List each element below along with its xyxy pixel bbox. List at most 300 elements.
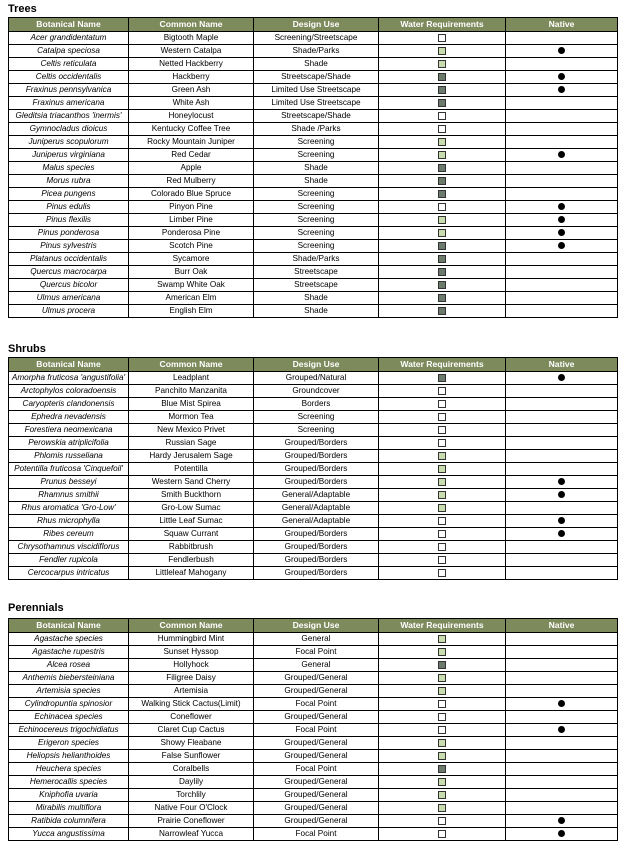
botanical-name-cell: Ribes cereum	[9, 528, 129, 541]
native-cell	[506, 450, 618, 463]
water-requirement-cell	[379, 84, 506, 97]
water-level-swatch-moderate	[438, 452, 446, 460]
common-name-cell: Red Mulberry	[129, 175, 254, 188]
native-cell	[506, 58, 618, 71]
common-name-cell: Honeylocust	[129, 110, 254, 123]
water-level-swatch-moderate	[438, 491, 446, 499]
design-use-cell: Grouped/General	[254, 711, 379, 724]
water-requirement-cell	[379, 776, 506, 789]
table-row	[9, 737, 618, 750]
water-level-swatch-moderate	[438, 752, 446, 760]
water-level-swatch-low	[438, 543, 446, 551]
botanical-name-cell: Pinus sylvestris	[9, 240, 129, 253]
botanical-name-cell: Rhus microphylla	[9, 515, 129, 528]
water-level-swatch-high	[438, 281, 446, 289]
native-dot-icon	[558, 700, 565, 707]
native-cell	[506, 685, 618, 698]
botanical-name-cell: Heliopsis helianthoides	[9, 750, 129, 763]
common-name-cell: Red Cedar	[129, 149, 254, 162]
common-name-cell: Coralbells	[129, 763, 254, 776]
botanical-name-cell: Celtis reticulata	[9, 58, 129, 71]
common-name-cell: Little Leaf Sumac	[129, 515, 254, 528]
native-cell	[506, 776, 618, 789]
table-row	[9, 659, 618, 672]
native-cell	[506, 123, 618, 136]
design-use-cell: Grouped/Borders	[254, 541, 379, 554]
water-requirement-cell	[379, 450, 506, 463]
common-name-cell: Pinyon Pine	[129, 201, 254, 214]
header-water-requirements: Water Requirements	[379, 18, 506, 32]
native-cell	[506, 659, 618, 672]
table-row	[9, 97, 618, 110]
water-level-swatch-high	[438, 177, 446, 185]
water-requirement-cell	[379, 763, 506, 776]
water-requirement-cell	[379, 463, 506, 476]
common-name-cell: Squaw Currant	[129, 528, 254, 541]
native-dot-icon	[558, 726, 565, 733]
table-row	[9, 372, 618, 385]
section-title-trees: Trees	[8, 3, 37, 15]
table-row	[9, 711, 618, 724]
common-name-cell: English Elm	[129, 305, 254, 318]
water-requirement-cell	[379, 214, 506, 227]
water-requirement-cell	[379, 750, 506, 763]
native-cell	[506, 554, 618, 567]
water-level-swatch-moderate	[438, 674, 446, 682]
design-use-cell: Streetscape	[254, 266, 379, 279]
table-row	[9, 292, 618, 305]
water-requirement-cell	[379, 554, 506, 567]
table-row	[9, 463, 618, 476]
table-row	[9, 136, 618, 149]
native-dot-icon	[558, 73, 565, 80]
botanical-name-cell: Anthemis biebersteiniana	[9, 672, 129, 685]
design-use-cell: Grouped/Borders	[254, 463, 379, 476]
botanical-name-cell: Malus species	[9, 162, 129, 175]
botanical-name-cell: Quercus macrocarpa	[9, 266, 129, 279]
design-use-cell: Shade	[254, 292, 379, 305]
water-requirement-cell	[379, 266, 506, 279]
common-name-cell: Burr Oak	[129, 266, 254, 279]
native-cell	[506, 84, 618, 97]
water-requirement-cell	[379, 476, 506, 489]
water-requirement-cell	[379, 828, 506, 841]
botanical-name-cell: Potentilla fruticosa 'Cinquefoil'	[9, 463, 129, 476]
common-name-cell: Kentucky Coffee Tree	[129, 123, 254, 136]
water-requirement-cell	[379, 411, 506, 424]
native-cell	[506, 136, 618, 149]
water-requirement-cell	[379, 789, 506, 802]
common-name-cell: Filigree Daisy	[129, 672, 254, 685]
water-requirement-cell	[379, 424, 506, 437]
native-cell	[506, 763, 618, 776]
water-requirement-cell	[379, 398, 506, 411]
common-name-cell: Sycamore	[129, 253, 254, 266]
common-name-cell: False Sunflower	[129, 750, 254, 763]
native-cell	[506, 424, 618, 437]
water-level-swatch-low	[438, 817, 446, 825]
botanical-name-cell: Ulmus procera	[9, 305, 129, 318]
table-row	[9, 398, 618, 411]
design-use-cell: Grouped/Borders	[254, 528, 379, 541]
water-level-swatch-low	[438, 726, 446, 734]
botanical-name-cell: Pinus flexilis	[9, 214, 129, 227]
design-use-cell: Screening	[254, 227, 379, 240]
botanical-name-cell: Ulmus americana	[9, 292, 129, 305]
design-use-cell: Grouped/Natural	[254, 372, 379, 385]
water-requirement-cell	[379, 149, 506, 162]
water-requirement-cell	[379, 227, 506, 240]
common-name-cell: Native Four O'Clock	[129, 802, 254, 815]
common-name-cell: Gro-Low Sumac	[129, 502, 254, 515]
shrubs-table	[8, 357, 618, 580]
native-cell	[506, 162, 618, 175]
water-level-swatch-low	[438, 700, 446, 708]
water-level-swatch-high	[438, 99, 446, 107]
section-title-shrubs: Shrubs	[8, 343, 46, 355]
common-name-cell: Panchito Manzanita	[129, 385, 254, 398]
botanical-name-cell: Yucca angustissima	[9, 828, 129, 841]
table-row	[9, 437, 618, 450]
water-requirement-cell	[379, 188, 506, 201]
native-cell	[506, 372, 618, 385]
common-name-cell: Blue Mist Spirea	[129, 398, 254, 411]
section-title-perennials: Perennials	[8, 602, 64, 614]
design-use-cell: Screening	[254, 411, 379, 424]
native-cell	[506, 672, 618, 685]
water-requirement-cell	[379, 175, 506, 188]
water-level-swatch-moderate	[438, 687, 446, 695]
water-level-swatch-moderate	[438, 648, 446, 656]
common-name-cell: Potentilla	[129, 463, 254, 476]
common-name-cell: Fendlerbush	[129, 554, 254, 567]
botanical-name-cell: Celtis occidentalis	[9, 71, 129, 84]
native-dot-icon	[558, 817, 565, 824]
table-row	[9, 750, 618, 763]
water-level-swatch-high	[438, 661, 446, 669]
native-cell	[506, 698, 618, 711]
native-cell	[506, 828, 618, 841]
table-row	[9, 32, 618, 45]
water-requirement-cell	[379, 71, 506, 84]
common-name-cell: Torchlily	[129, 789, 254, 802]
design-use-cell: Focal Point	[254, 763, 379, 776]
native-cell	[506, 398, 618, 411]
native-dot-icon	[558, 216, 565, 223]
botanical-name-cell: Heuchera species	[9, 763, 129, 776]
botanical-name-cell: Arctophylos coloradoensis	[9, 385, 129, 398]
table-row	[9, 253, 618, 266]
design-use-cell: Focal Point	[254, 724, 379, 737]
botanical-name-cell: Prunus besseyi	[9, 476, 129, 489]
water-requirement-cell	[379, 136, 506, 149]
water-requirement-cell	[379, 541, 506, 554]
water-requirement-cell	[379, 502, 506, 515]
water-level-swatch-low	[438, 387, 446, 395]
native-cell	[506, 201, 618, 214]
water-requirement-cell	[379, 737, 506, 750]
water-level-swatch-high	[438, 73, 446, 81]
table-row	[9, 279, 618, 292]
water-level-swatch-high	[438, 242, 446, 250]
table-row	[9, 789, 618, 802]
design-use-cell: Focal Point	[254, 646, 379, 659]
water-requirement-cell	[379, 711, 506, 724]
water-requirement-cell	[379, 97, 506, 110]
water-requirement-cell	[379, 802, 506, 815]
water-requirement-cell	[379, 515, 506, 528]
water-level-swatch-low	[438, 530, 446, 538]
native-cell	[506, 292, 618, 305]
design-use-cell: Screening	[254, 424, 379, 437]
native-cell	[506, 214, 618, 227]
botanical-name-cell: Kniphofia uvaria	[9, 789, 129, 802]
native-cell	[506, 32, 618, 45]
header-water-requirements: Water Requirements	[379, 358, 506, 372]
design-use-cell: Screening	[254, 136, 379, 149]
botanical-name-cell: Fendler rupicola	[9, 554, 129, 567]
water-level-swatch-low	[438, 556, 446, 564]
water-requirement-cell	[379, 815, 506, 828]
native-cell	[506, 802, 618, 815]
header-row	[9, 358, 618, 372]
design-use-cell: Groundcover	[254, 385, 379, 398]
common-name-cell: Green Ash	[129, 84, 254, 97]
common-name-cell: Hardy Jerusalem Sage	[129, 450, 254, 463]
table-row	[9, 58, 618, 71]
design-use-cell: Streetscape	[254, 279, 379, 292]
common-name-cell: Daylily	[129, 776, 254, 789]
design-use-cell: General	[254, 659, 379, 672]
design-use-cell: Shade	[254, 175, 379, 188]
native-cell	[506, 45, 618, 58]
table-row	[9, 45, 618, 58]
water-requirement-cell	[379, 58, 506, 71]
table-row	[9, 227, 618, 240]
botanical-name-cell: Agastache species	[9, 633, 129, 646]
water-level-swatch-moderate	[438, 47, 446, 55]
native-cell	[506, 411, 618, 424]
header-design-use: Design Use	[254, 619, 379, 633]
design-use-cell: Screening	[254, 240, 379, 253]
table-row	[9, 214, 618, 227]
water-level-swatch-moderate	[438, 504, 446, 512]
water-level-swatch-high	[438, 268, 446, 276]
table-row	[9, 763, 618, 776]
native-cell	[506, 305, 618, 318]
botanical-name-cell: Gymnocladus dioicus	[9, 123, 129, 136]
common-name-cell: American Elm	[129, 292, 254, 305]
water-level-swatch-low	[438, 413, 446, 421]
botanical-name-cell: Rhus aromatica 'Gro-Low'	[9, 502, 129, 515]
botanical-name-cell: Ephedra nevadensis	[9, 411, 129, 424]
water-requirement-cell	[379, 305, 506, 318]
botanical-name-cell: Morus rubra	[9, 175, 129, 188]
common-name-cell: Leadplant	[129, 372, 254, 385]
water-requirement-cell	[379, 489, 506, 502]
table-row	[9, 71, 618, 84]
header-design-use: Design Use	[254, 18, 379, 32]
table-row	[9, 489, 618, 502]
table-row	[9, 188, 618, 201]
botanical-name-cell: Pinus ponderosa	[9, 227, 129, 240]
table-row	[9, 554, 618, 567]
design-use-cell: General/Adaptable	[254, 515, 379, 528]
botanical-name-cell: Agastache rupestris	[9, 646, 129, 659]
common-name-cell: Colorado Blue Spruce	[129, 188, 254, 201]
design-use-cell: Screening	[254, 188, 379, 201]
native-dot-icon	[558, 491, 565, 498]
table-row	[9, 541, 618, 554]
water-level-swatch-moderate	[438, 229, 446, 237]
design-use-cell: Grouped/General	[254, 789, 379, 802]
header-native: Native	[506, 358, 618, 372]
common-name-cell: Netted Hackberry	[129, 58, 254, 71]
water-requirement-cell	[379, 567, 506, 580]
common-name-cell: Prairie Coneflower	[129, 815, 254, 828]
water-level-swatch-moderate	[438, 151, 446, 159]
table-row	[9, 698, 618, 711]
water-level-swatch-low	[438, 203, 446, 211]
common-name-cell: Sunset Hyssop	[129, 646, 254, 659]
botanical-name-cell: Cylindropuntia spinosior	[9, 698, 129, 711]
table-row	[9, 123, 618, 136]
design-use-cell: Screening	[254, 201, 379, 214]
native-dot-icon	[558, 47, 565, 54]
native-cell	[506, 789, 618, 802]
water-requirement-cell	[379, 253, 506, 266]
table-row	[9, 476, 618, 489]
design-use-cell: Grouped/Borders	[254, 450, 379, 463]
water-level-swatch-low	[438, 426, 446, 434]
table-row	[9, 110, 618, 123]
native-cell	[506, 240, 618, 253]
design-use-cell: Grouped/General	[254, 685, 379, 698]
botanical-name-cell: Acer grandidentatum	[9, 32, 129, 45]
native-cell	[506, 175, 618, 188]
water-level-swatch-moderate	[438, 478, 446, 486]
table-row	[9, 201, 618, 214]
water-requirement-cell	[379, 110, 506, 123]
design-use-cell: Streetscape/Shade	[254, 71, 379, 84]
botanical-name-cell: Perowskia atriplicifolia	[9, 437, 129, 450]
water-level-swatch-moderate	[438, 778, 446, 786]
common-name-cell: Russian Sage	[129, 437, 254, 450]
water-level-swatch-low	[438, 517, 446, 525]
botanical-name-cell: Gleditsia triacanthos 'inermis'	[9, 110, 129, 123]
water-requirement-cell	[379, 685, 506, 698]
botanical-name-cell: Amorpha fruticosa 'angustifolia'	[9, 372, 129, 385]
water-requirement-cell	[379, 646, 506, 659]
design-use-cell: Grouped/General	[254, 672, 379, 685]
design-use-cell: Limited Use Streetscape	[254, 84, 379, 97]
native-cell	[506, 188, 618, 201]
native-cell	[506, 97, 618, 110]
native-dot-icon	[558, 830, 565, 837]
water-level-swatch-high	[438, 307, 446, 315]
water-requirement-cell	[379, 201, 506, 214]
water-level-swatch-high	[438, 190, 446, 198]
common-name-cell: Mormon Tea	[129, 411, 254, 424]
header-row	[9, 619, 618, 633]
water-requirement-cell	[379, 437, 506, 450]
common-name-cell: Bigtooth Maple	[129, 32, 254, 45]
table-row	[9, 385, 618, 398]
native-cell	[506, 463, 618, 476]
design-use-cell: Grouped/General	[254, 750, 379, 763]
native-cell	[506, 279, 618, 292]
water-level-swatch-low	[438, 439, 446, 447]
water-level-swatch-high	[438, 294, 446, 302]
common-name-cell: Showy Fleabane	[129, 737, 254, 750]
water-level-swatch-high	[438, 765, 446, 773]
native-cell	[506, 502, 618, 515]
common-name-cell: White Ash	[129, 97, 254, 110]
common-name-cell: Claret Cup Cactus	[129, 724, 254, 737]
botanical-name-cell: Forestiera neomexicana	[9, 424, 129, 437]
table-row	[9, 424, 618, 437]
water-level-swatch-moderate	[438, 804, 446, 812]
native-cell	[506, 815, 618, 828]
water-requirement-cell	[379, 292, 506, 305]
native-cell	[506, 110, 618, 123]
water-requirement-cell	[379, 724, 506, 737]
botanical-name-cell: Juniperus scopulorum	[9, 136, 129, 149]
header-common-name: Common Name	[129, 619, 254, 633]
table-row	[9, 567, 618, 580]
native-dot-icon	[558, 374, 565, 381]
native-dot-icon	[558, 478, 565, 485]
table-row	[9, 515, 618, 528]
water-level-swatch-moderate	[438, 635, 446, 643]
table-row	[9, 802, 618, 815]
table-row	[9, 776, 618, 789]
common-name-cell: Western Sand Cherry	[129, 476, 254, 489]
native-cell	[506, 385, 618, 398]
header-botanical-name: Botanical Name	[9, 18, 129, 32]
design-use-cell: Borders	[254, 398, 379, 411]
native-cell	[506, 266, 618, 279]
native-dot-icon	[558, 151, 565, 158]
water-level-swatch-low	[438, 400, 446, 408]
design-use-cell: Limited Use Streetscape	[254, 97, 379, 110]
botanical-name-cell: Ratibida columnifera	[9, 815, 129, 828]
common-name-cell: Ponderosa Pine	[129, 227, 254, 240]
native-cell	[506, 541, 618, 554]
water-requirement-cell	[379, 698, 506, 711]
table-row	[9, 84, 618, 97]
design-use-cell: Grouped/Borders	[254, 567, 379, 580]
header-row	[9, 18, 618, 32]
common-name-cell: Western Catalpa	[129, 45, 254, 58]
botanical-name-cell: Echinocereus trigochidiatus	[9, 724, 129, 737]
water-level-swatch-low	[438, 34, 446, 42]
table-row	[9, 502, 618, 515]
header-common-name: Common Name	[129, 358, 254, 372]
design-use-cell: Streetscape/Shade	[254, 110, 379, 123]
table-row	[9, 149, 618, 162]
common-name-cell: Limber Pine	[129, 214, 254, 227]
native-cell	[506, 724, 618, 737]
water-requirement-cell	[379, 372, 506, 385]
botanical-name-cell: Phlomis russeliana	[9, 450, 129, 463]
botanical-name-cell: Alcea rosea	[9, 659, 129, 672]
native-cell	[506, 633, 618, 646]
water-requirement-cell	[379, 45, 506, 58]
common-name-cell: Littleleaf Mahogany	[129, 567, 254, 580]
header-common-name: Common Name	[129, 18, 254, 32]
table-row	[9, 450, 618, 463]
